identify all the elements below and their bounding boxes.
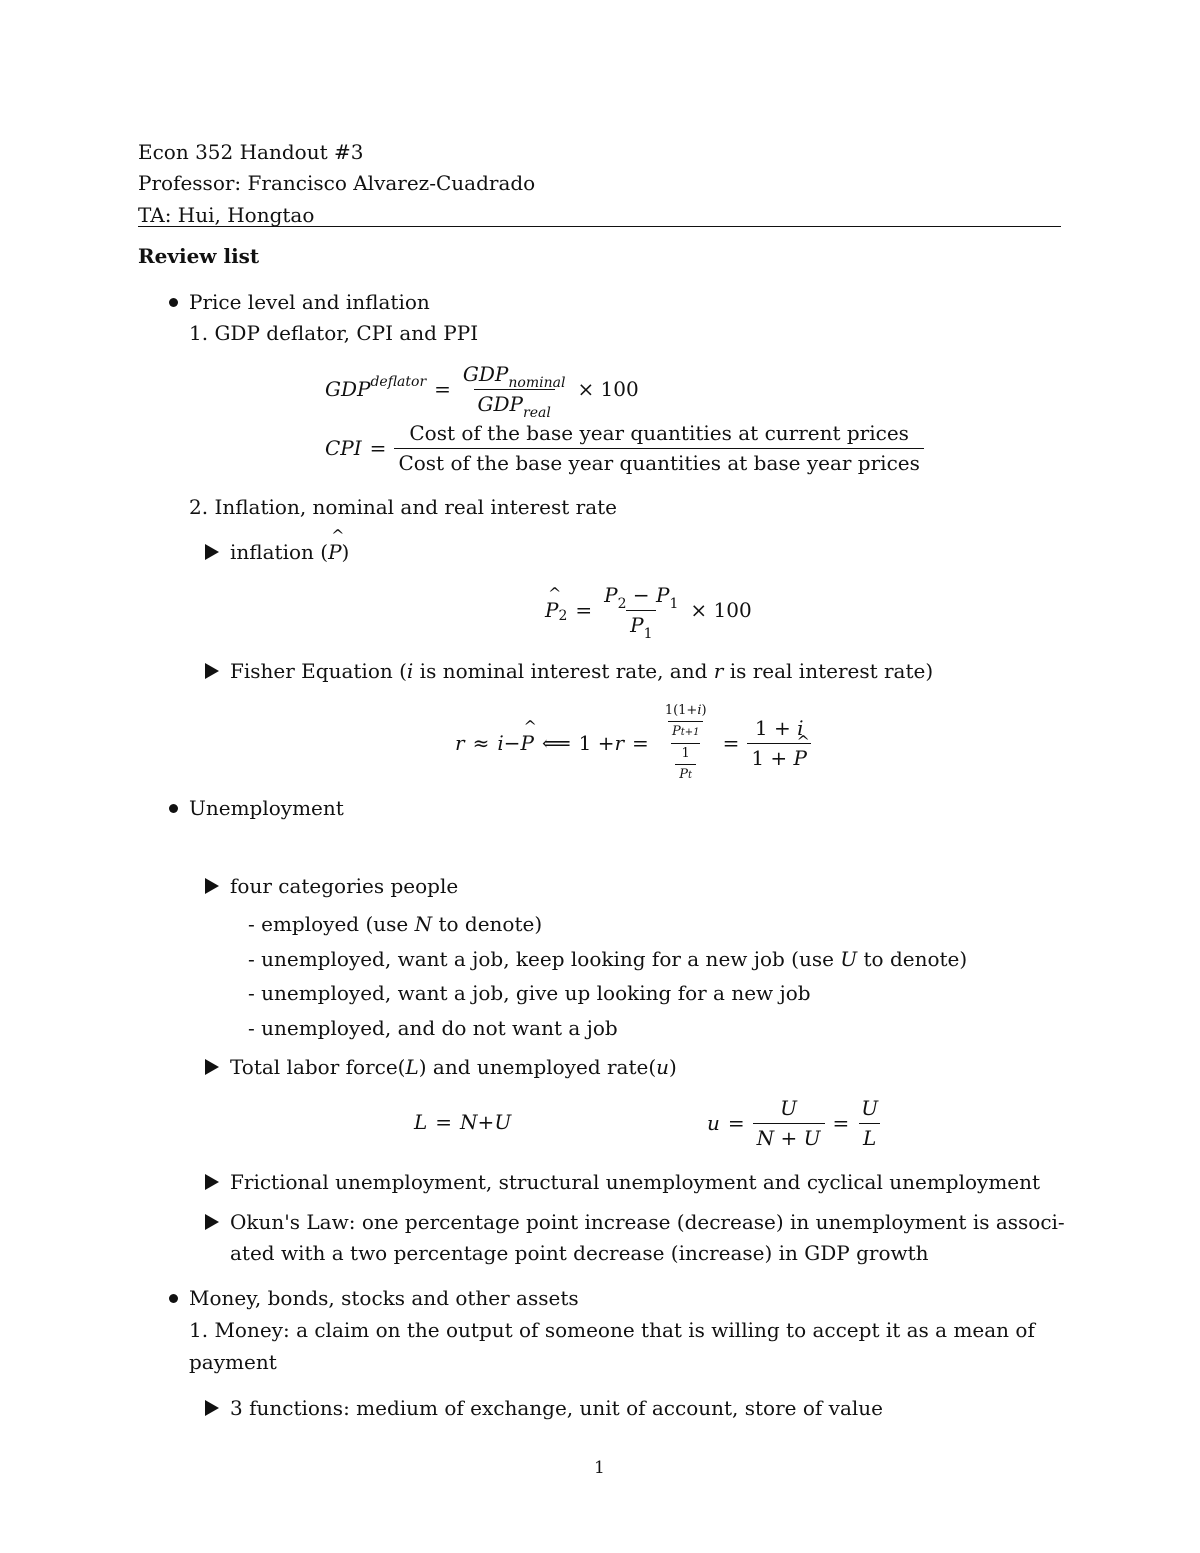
triangle-bullet-icon	[205, 663, 219, 679]
bullet-icon	[169, 804, 178, 813]
category-discouraged: - unemployed, want a job, give up looking for a new job	[248, 981, 811, 1005]
category-unemployed-looking: - unemployed, want a job, keep looking for a new job (use U to denote)	[248, 947, 968, 971]
gdp-deflator-formula: $GDP^{deflator}$ = $\frac{GDP_{nominal}}{GDP_{real}}$ × 100	[325, 362, 639, 421]
money-item1-line1: 1. Money: a claim on the output of someone that is willing to accept it as a mean of	[189, 1318, 1035, 1342]
okun-line-2: ated with a two percentage point decrease (increase) in GDP growth	[230, 1241, 929, 1265]
price-item2: 2. Inflation, nominal and real interest rate	[189, 495, 617, 519]
cpi-numerator: Cost of the base year quantities at current prices	[409, 421, 909, 445]
course-title: Econ 352 Handout #3	[138, 140, 364, 164]
price-item1: 1. GDP deflator, CPI and PPI	[189, 321, 479, 345]
ta-line: TA: Hui, Hongtao	[138, 203, 315, 227]
cat1-text-1: - employed (use	[248, 912, 415, 936]
bullet-icon	[169, 1294, 178, 1303]
cat1-text-2: to denote)	[432, 912, 543, 936]
cat2-text-1: - unemployed, want a job, keep looking for a new job (use	[248, 947, 841, 971]
triangle-bullet-icon	[205, 544, 219, 560]
fisher-text-3: is real interest rate)	[723, 659, 934, 683]
price-bullet: Price level and inflation	[189, 290, 430, 314]
triangle-bullet-icon	[205, 1174, 219, 1190]
money-item1-line2: payment	[189, 1350, 277, 1374]
review-title: Review list	[138, 244, 260, 268]
labor-text-1: Total labor force(	[230, 1055, 406, 1079]
money-bullet: Money, bonds, stocks and other assets	[189, 1286, 579, 1310]
money-functions-item: 3 functions: medium of exchange, unit of account, store of value	[230, 1396, 883, 1420]
fisher-text-2: is nominal interest rate, and	[413, 659, 714, 683]
unemployment-types-item: Frictional unemployment, structural unemployment and cyclical unemployment	[230, 1170, 1041, 1194]
bullet-icon	[169, 298, 178, 307]
inflation-formula: ^ P 2 = $\frac{P_2 - P_1}{P_1}$ × 100	[545, 583, 752, 638]
inflation-item: inflation (^ P)	[230, 540, 349, 565]
category-not-wanting: - unemployed, and do not want a job	[248, 1016, 618, 1040]
cpi-formula: CPI = $\frac{\text{Cost of the base year quantities at current prices}}{\text{Cost of the base year quantities at base year prices}}$	[325, 421, 924, 476]
labor-text-2: ) and unemployed rate(	[418, 1055, 657, 1079]
unemployment-bullet: Unemployment	[189, 796, 344, 820]
labor-text-3: )	[669, 1055, 677, 1079]
unemployment-rate-formula: u = $\frac{U}{N + U}$ = $\frac{U}{L}$	[707, 1096, 882, 1151]
cat2-text-2: to denote)	[857, 947, 968, 971]
categories-item: four categories people	[230, 874, 459, 898]
labor-force-formula: L = N + U	[414, 1110, 512, 1134]
page-number: 1	[594, 1458, 605, 1478]
triangle-bullet-icon	[205, 878, 219, 894]
triangle-bullet-icon	[205, 1214, 219, 1230]
inflation-label: inflation	[230, 540, 314, 564]
triangle-bullet-icon	[205, 1059, 219, 1075]
cpi-denominator: Cost of the base year quantities at base year prices	[394, 448, 923, 476]
fisher-formula: r ≈ i − ^ P ⟸ 1 + r = $\frac{\frac{1(1+i)}{Pt+1}}{\frac{1}{Pt}}$ = $\frac{1 + i}{1 + \^{} P}$	[455, 703, 811, 783]
professor-line: Professor: Francisco Alvarez-Cuadrado	[138, 171, 536, 195]
triangle-bullet-icon	[205, 1400, 219, 1416]
okun-line-1: Okun's Law: one percentage point increase (decrease) in unemployment is associ-	[230, 1210, 1065, 1234]
fisher-text-1: Fisher Equation (	[230, 659, 407, 683]
header-rule	[138, 226, 1061, 227]
category-employed: - employed (use N to denote)	[248, 912, 543, 936]
fisher-item: Fisher Equation (i is nominal interest rate, and r is real interest rate)	[230, 659, 934, 683]
labor-force-item: Total labor force(L) and unemployed rate(u)	[230, 1055, 677, 1079]
